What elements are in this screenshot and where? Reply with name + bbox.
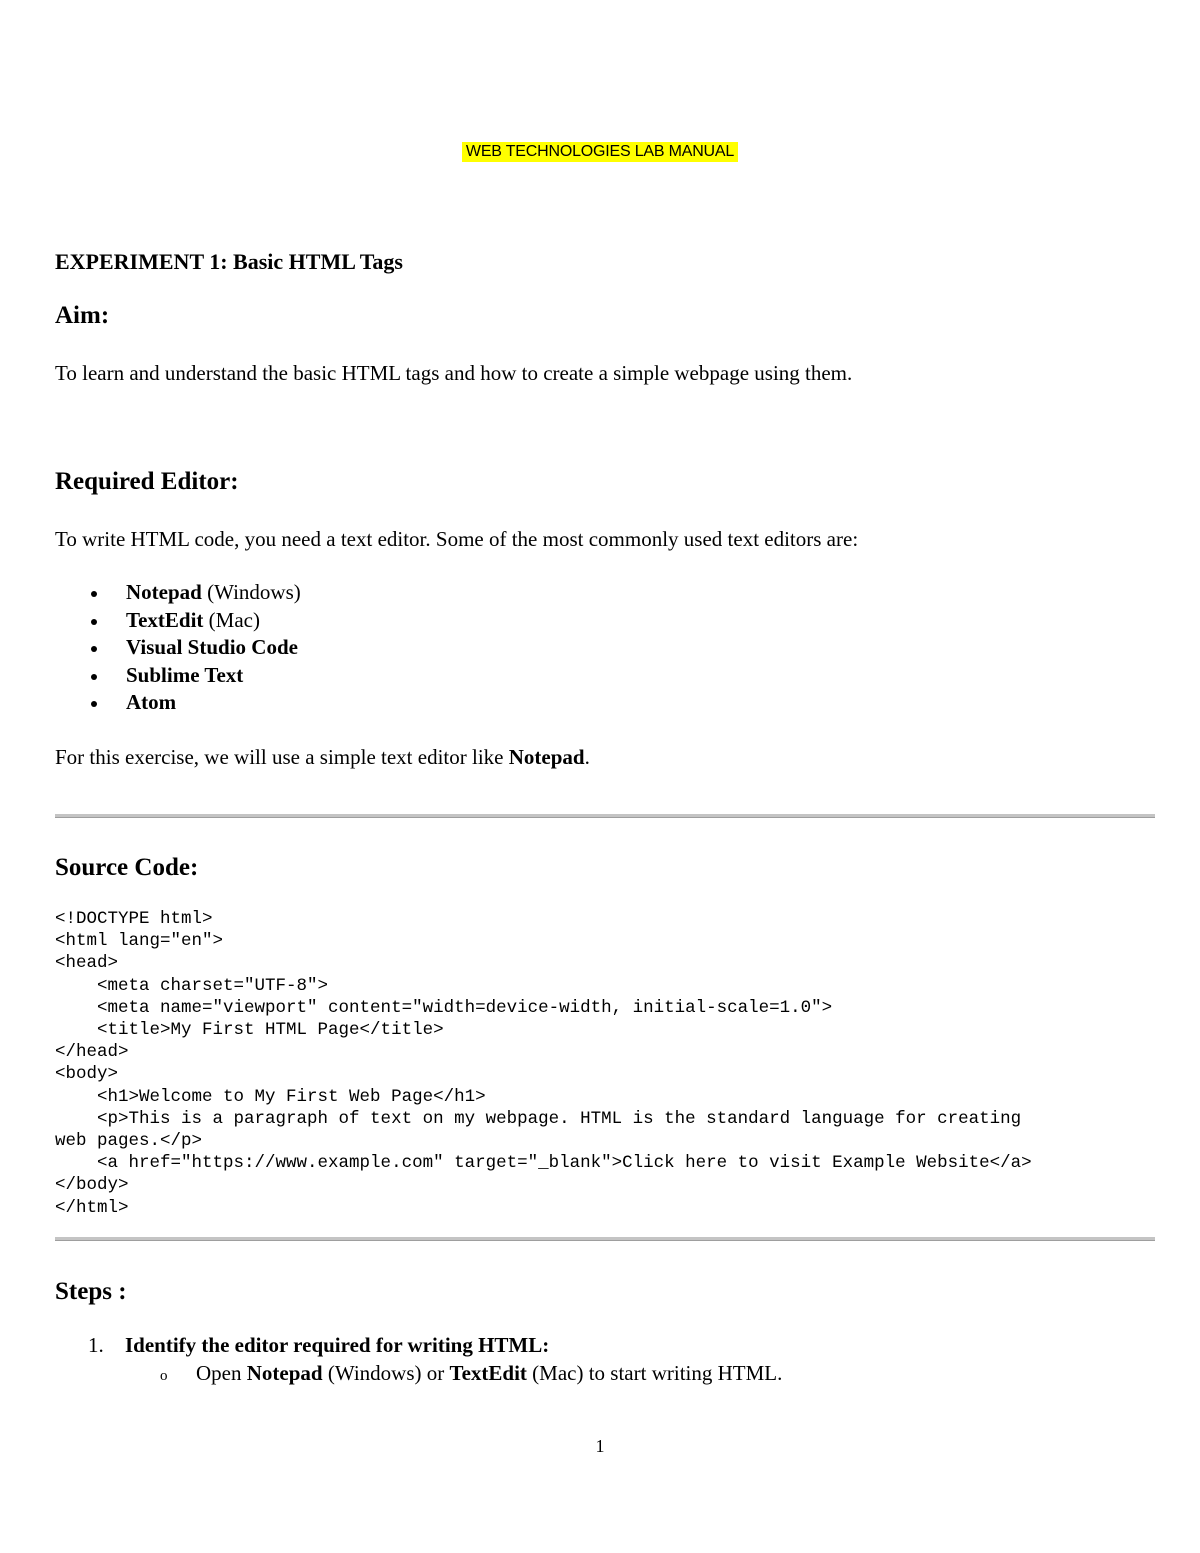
editor-name: Visual Studio Code: [126, 635, 298, 659]
list-item: [55, 607, 301, 635]
source-code-block: <!DOCTYPE html> <html lang="en"> <head> <meta charset="UTF-8"> <meta name="viewport" content="width=device-width, initial-scale=1.0"> <title>My First HTML Page</title> </head> <body> <h1>Welcome to My First Web Page</h1> <p>This is a paragraph of text on my webpage. HTML is the standard language for creating web pages.</p> <a href="https://www.example.com" target="_blank">Click here to visit Example Website</a> </body> </html>: [55, 909, 1032, 1218]
circle-bullet-icon: o: [160, 1368, 168, 1384]
manual-title: WEB TECHNOLOGIES LAB MANUAL: [462, 142, 738, 162]
horizontal-divider: [55, 814, 1155, 818]
exercise-text: [55, 745, 590, 770]
sub-text: Open: [196, 1361, 247, 1385]
aim-text: To learn and understand the basic HTML tags and how to create a simple webpage using them.: [55, 361, 853, 385]
editor-name: Sublime Text: [126, 662, 244, 687]
experiment-title: EXPERIMENT 1: Basic HTML Tags: [55, 249, 403, 274]
list-item: [55, 579, 301, 607]
page-number: 1: [595, 1436, 605, 1456]
step-item: [88, 1333, 549, 1358]
required-editor-heading: Required Editor:: [55, 468, 239, 495]
step-title: Identify the editor required for writing HTML:: [125, 1333, 550, 1357]
sub-text: (Windows) or: [322, 1361, 450, 1385]
editor-name: Atom: [126, 690, 177, 714]
aim-heading: Aim:: [55, 302, 110, 329]
exercise-suffix: .: [584, 745, 590, 769]
editor-list: [55, 579, 301, 717]
editor-note: (Mac): [203, 607, 260, 632]
editor-name: Notepad: [126, 580, 202, 604]
list-item: [55, 634, 301, 662]
list-item: [55, 662, 301, 690]
step-number: 1.: [88, 1333, 104, 1357]
sub-bold: TextEdit: [449, 1361, 527, 1385]
step-sub-item: [160, 1361, 782, 1386]
source-code-heading: Source Code:: [55, 854, 199, 881]
exercise-prefix: For this exercise, we will use a simple text editor like: [55, 745, 509, 769]
horizontal-divider: [55, 1237, 1155, 1241]
steps-heading: Steps :: [55, 1278, 127, 1305]
editor-name: TextEdit: [126, 607, 204, 632]
exercise-editor: Notepad: [508, 745, 585, 769]
editor-intro: To write HTML code, you need a text editor. Some of the most commonly used text editors are:: [55, 527, 859, 551]
list-item: [55, 689, 301, 717]
editor-note: (Windows): [201, 580, 301, 604]
sub-bold: Notepad: [246, 1361, 323, 1385]
page-header: [0, 142, 1200, 162]
sub-text: (Mac) to start writing HTML.: [526, 1361, 783, 1385]
